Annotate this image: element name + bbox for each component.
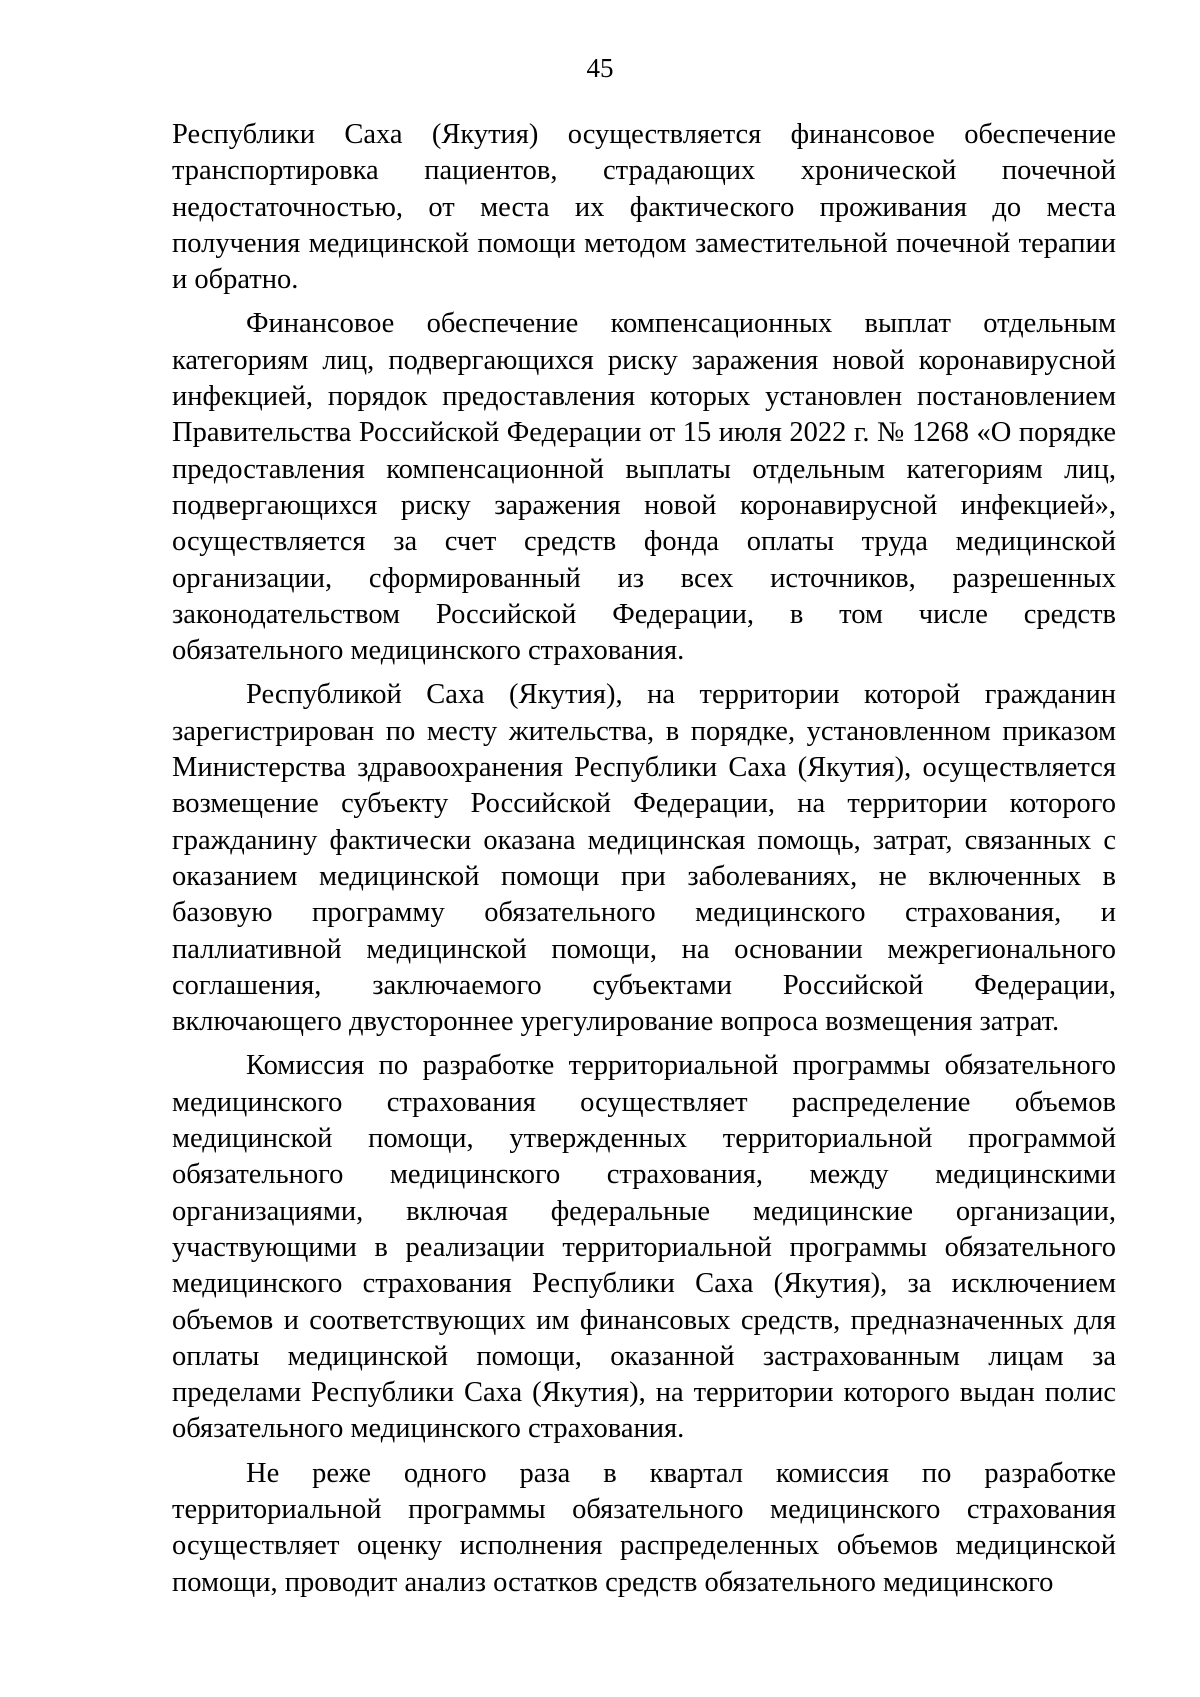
document-body bbox=[172, 117, 1116, 1609]
paragraph-continuation: Республики Саха (Якутия) осуществляется финансовое обеспечение транспортировка пациентов, страдающих хронической почечной недостаточностью, от места их фактического проживания до места получения медицинской помощи методом заместительной почечной терапии и обратно. bbox=[172, 119, 1116, 296]
paragraph-commission-distribution: Комиссия по разработке территориальной программы обязательного медицинского страхования осуществляет распределение объемов медицинской помощи, утвержденных территориальной программой обязательного медицинского страхования, между медицинскими организациями, включая федеральные медицинские организации, участвующими в реализации территориальной программы обязательного медицинского страхования Республики Саха (Якутия), за исключением объемов и соответствующих им финансовых средств, предназначенных для оплаты медицинской помощи, оказанной застрахованным лицам за пределами Республики Саха (Якутия), на территории которого выдан полис обязательного медицинского страхования. bbox=[172, 1050, 1116, 1445]
paragraph-cost-reimbursement: Республикой Саха (Якутия), на территории которой гражданин зарегистрирован по месту жительства, в порядке, установленном приказом Министерства здравоохранения Республики Саха (Якутия), осуществляется возмещение субъекту Российской Федерации, на территории которого гражданину фактически оказана медицинская помощь, затрат, связанных с оказанием медицинской помощи при заболеваниях, не включенных в базовую программу обязательного медицинского страхования, и паллиативной медицинской помощи, на основании межрегионального соглашения, заключаемого субъектами Российской Федерации, включающего двустороннее урегулирование вопроса возмещения затрат. bbox=[172, 679, 1116, 1038]
page-number: 45 bbox=[586, 53, 614, 83]
paragraph-quarterly-assessment: Не реже одного раза в квартал комиссия по разработке территориальной программы обязательного медицинского страхования осуществляет оценку исполнения распределенных объемов медицинской помощи, проводит анализ остатков средств обязательного медицинского bbox=[172, 1457, 1116, 1598]
paragraph-compensation-payments: Финансовое обеспечение компенсационных выплат отдельным категориям лиц, подвергающихся риску заражения новой коронавирусной инфекцией, порядок предоставления которых установлен постановлением Правительства Российской Федерации от 15 июля 2022 г. № 1268 «О порядке предоставления компенсационной выплаты отдельным категориям лиц, подвергающихся риску заражения новой коронавирусной инфекцией», осуществляется за счет средств фонда оплаты труда медицинской организации, сформированный из всех источников, разрешенных законодательством Российской Федерации, в том числе средств обязательного медицинского страхования. bbox=[172, 308, 1116, 667]
